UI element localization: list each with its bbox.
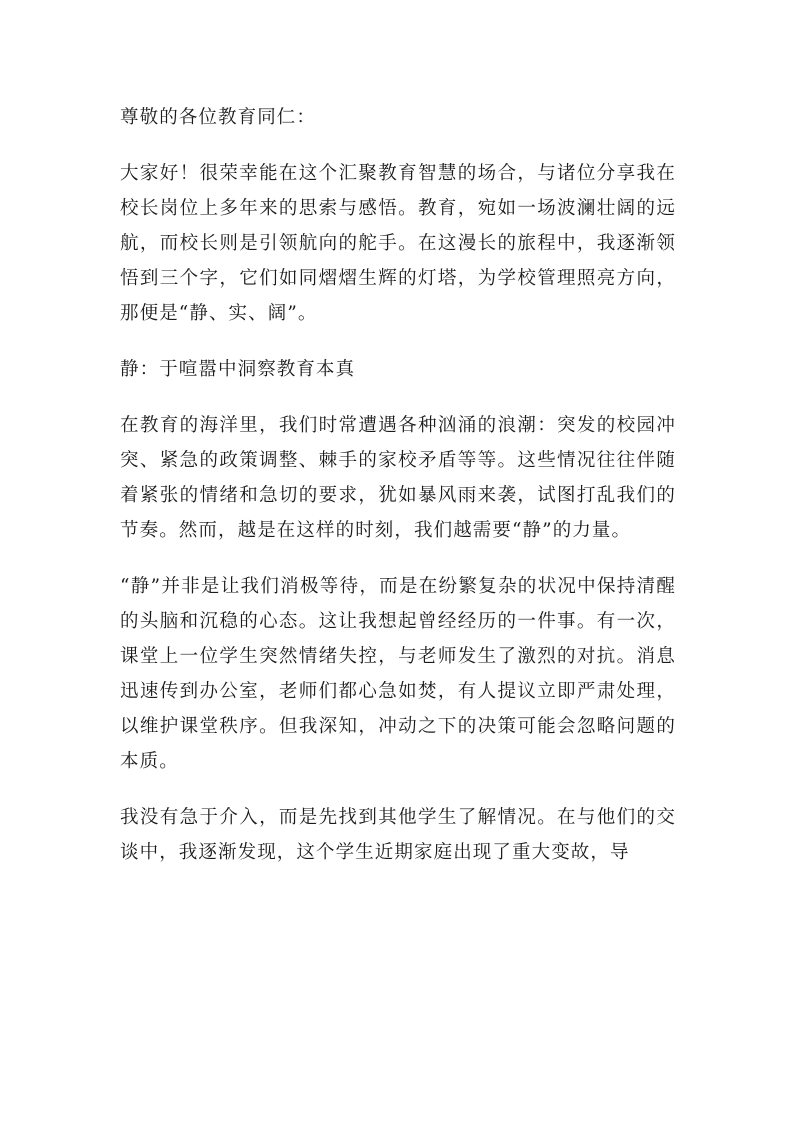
paragraph-greeting: 大家好！很荣幸能在这个汇聚教育智慧的场合，与诸位分享我在校长岗位上多年来的思索与感悟。教育，宛如一场波澜壮阔的远航，而校长则是引领航向的舵手。在这漫长的旅程中，我逐渐领悟到三个字，它们如同熠熠生辉的灯塔，为学校管理照亮方向，那便是“静、实、阔”。 <box>120 163 676 324</box>
paragraph-challenges: 在教育的海洋里，我们时常遭遇各种汹涌的浪潮：突发的校园冲突、紧急的政策调整、棘手的家校矛盾等等。这些情况往往伴随着紧张的情绪和急切的要求，犹如暴风雨来袭，试图打乱我们的节奏。然而，越是在这样的时刻，我们越需要“静”的力量。 <box>120 415 676 541</box>
salutation: 尊敬的各位教育同仁： <box>120 107 317 128</box>
document-body <box>120 100 676 891</box>
paragraph-jing-meaning: “静”并非是让我们消极等待，而是在纷繁复杂的状况中保持清醒的头脑和沉稳的心态。这让我想起曾经经历的一件事。有一次，课堂上一位学生突然情绪失控，与老师发生了激烈的对抗。消息迅速传到办公室，老师们都心急如焚，有人提议立即严肃处理，以维护课堂秩序。但我深知，冲动之下的决策可能会忽略问题的本质。 <box>120 576 676 772</box>
section-heading-jing: 静：于喧嚣中洞察教育本真 <box>120 359 356 380</box>
paragraph-investigation: 我没有急于介入，而是先找到其他学生了解情况。在与他们的交谈中，我逐渐发现，这个学生近期家庭出现了重大变故，导 <box>120 807 676 863</box>
